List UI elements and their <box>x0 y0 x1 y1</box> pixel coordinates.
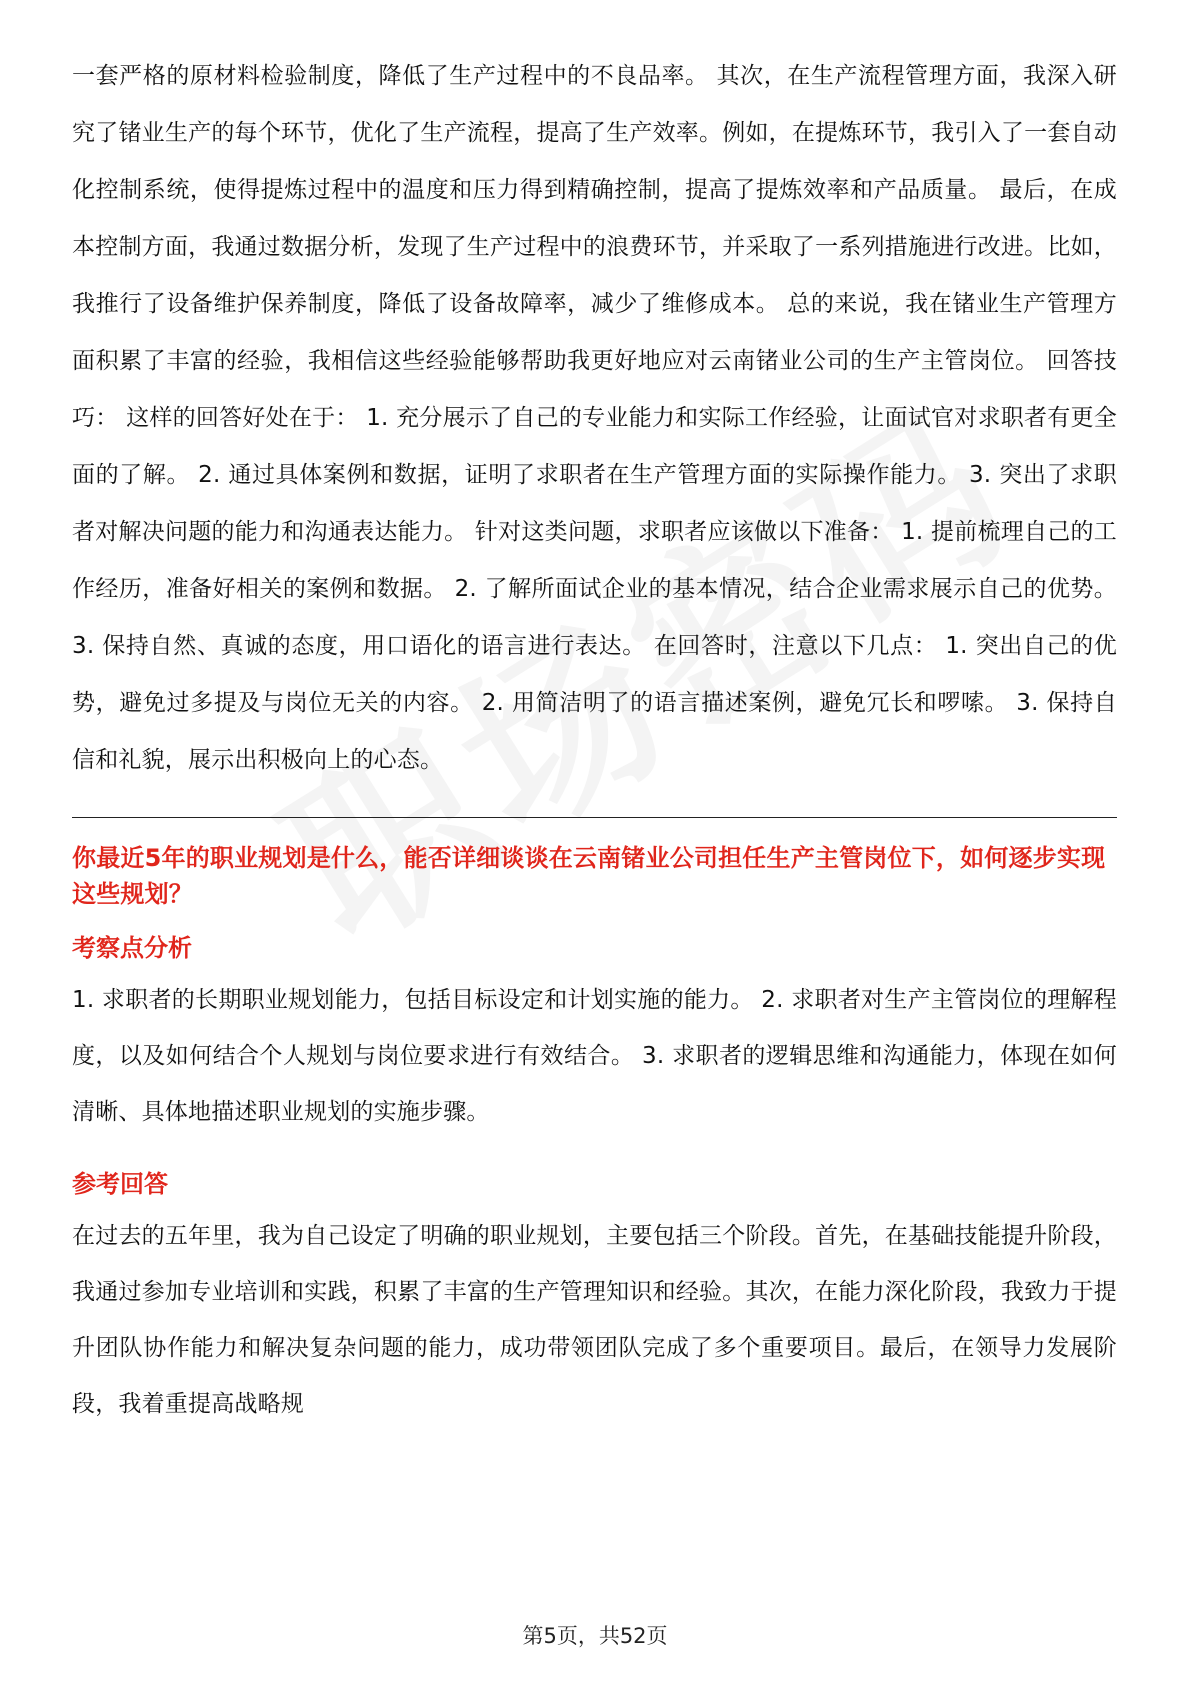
answer-text: 在过去的五年里，我为自己设定了明确的职业规划，主要包括三个阶段。首先，在基础技能提升阶段，我通过参加专业培训和实践，积累了丰富的生产管理知识和经验。其次，在能力深化阶段，我致力于提升团队协作能力和解决复杂问题的能力，成功带领团队完成了多个重要项目。最后，在领导力发展阶段，我着重提高战略规 <box>72 1223 1117 1417</box>
analysis-heading: 考察点分析 <box>72 934 192 962</box>
document-page <box>72 48 1117 1432</box>
section-divider <box>72 817 1117 818</box>
intro-paragraph: 一套严格的原材料检验制度，降低了生产过程中的不良品率。 其次，在生产流程管理方面，我深入研究了锗业生产的每个环节，优化了生产流程，提高了生产效率。例如，在提炼环节，我引入了一套自动化控制系统，使得提炼过程中的温度和压力得到精确控制，提高了提炼效率和产品质量。 最后，在成本控制方面，我通过数据分析，发现了生产过程中的浪费环节，并采取了一系列措施进行改进。比如，我推行了设备维护保养制度，降低了设备故障率，减少了维修成本。 总的来说，我在锗业生产管理方面积累了丰富的经验，我相信这些经验能够帮助我更好地应对云南锗业公司的生产主管岗位。 回答技巧： 这样的回答好处在于： 1. 充分展示了自己的专业能力和实际工作经验，让面试官对求职者有更全面的了解。 2. 通过具体案例和数据，证明了求职者在生产管理方面的实际操作能力。 3. 突出了求职者对解决问题的能力和沟通表达能力。 针对这类问题，求职者应该做以下准备： 1. 提前梳理自己的工作经历，准备好相关的案例和数据。 2. 了解所面试企业的基本情况，结合企业需求展示自己的优势。 3. 保持自然、真诚的态度，用口语化的语言进行表达。 在回答时，注意以下几点： 1. 突出自己的优势，避免过多提及与岗位无关的内容。 2. 用简洁明了的语言描述案例，避免冗长和啰嗦。 3. 保持自信和礼貌，展示出积极向上的心态。 <box>72 63 1117 773</box>
analysis-text: 1. 求职者的长期职业规划能力，包括目标设定和计划实施的能力。 2. 求职者对生产主管岗位的理解程度，以及如何结合个人规划与岗位要求进行有效结合。 3. 求职者的逻辑思维和沟通能力，体现在如何清晰、具体地描述职业规划的实施步骤。 <box>72 987 1117 1125</box>
answer-heading: 参考回答 <box>72 1170 168 1198</box>
page-number: 第5页，共52页 <box>522 1624 668 1648</box>
question-heading: 你最近5年的职业规划是什么，能否详细谈谈在云南锗业公司担任生产主管岗位下，如何逐步实现这些规划？ <box>72 844 1106 908</box>
